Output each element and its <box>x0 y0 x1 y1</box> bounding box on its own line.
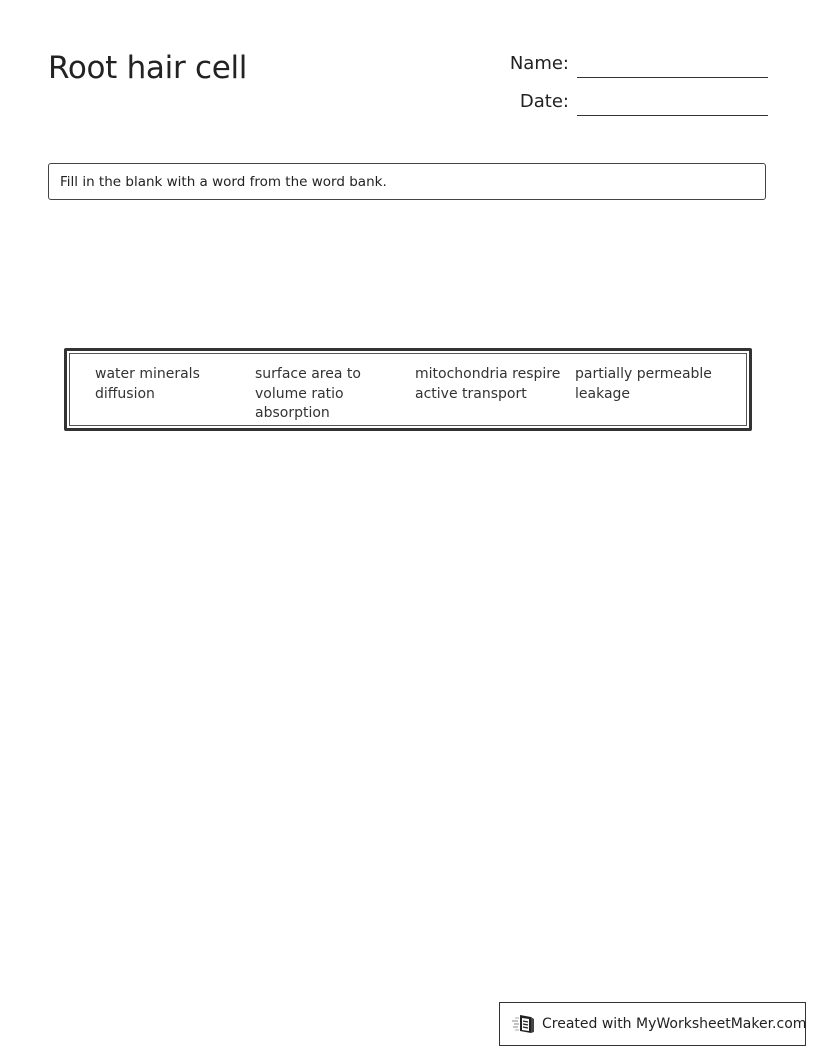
word-bank-item: water minerals <box>95 366 200 382</box>
word-bank-item: active transport <box>415 385 527 402</box>
word-bank-item: partially permeable <box>575 366 712 382</box>
word-bank-column-3 <box>415 365 573 404</box>
word-bank-item: surface area to <box>255 366 361 382</box>
worksheet-title: Root hair cell <box>48 50 248 86</box>
word-bank-item: diffusion <box>95 385 155 402</box>
footer-credit[interactable] <box>499 1002 806 1046</box>
date-blank-line[interactable] <box>577 115 768 116</box>
word-bank-column-4 <box>575 365 733 404</box>
word-bank-column-1 <box>95 365 253 404</box>
word-bank-item: volume ratio <box>255 385 344 402</box>
date-label: Date: <box>519 91 569 112</box>
word-bank-item: absorption <box>255 405 330 421</box>
date-field <box>480 88 768 118</box>
footer-text: Created with MyWorksheetMaker.com <box>542 1016 807 1032</box>
name-blank-line[interactable] <box>577 77 768 78</box>
worksheet-logo-icon <box>511 1013 537 1035</box>
word-bank <box>64 348 752 431</box>
word-bank-item: mitochondria respire <box>415 366 561 382</box>
instructions-box <box>48 163 766 200</box>
word-bank-item: leakage <box>575 385 631 402</box>
name-field <box>480 50 768 80</box>
word-bank-inner-border <box>69 353 747 426</box>
word-bank-column-2 <box>255 365 413 424</box>
name-label: Name: <box>509 53 569 74</box>
instructions-text: Fill in the blank with a word from the word bank. <box>60 174 387 190</box>
